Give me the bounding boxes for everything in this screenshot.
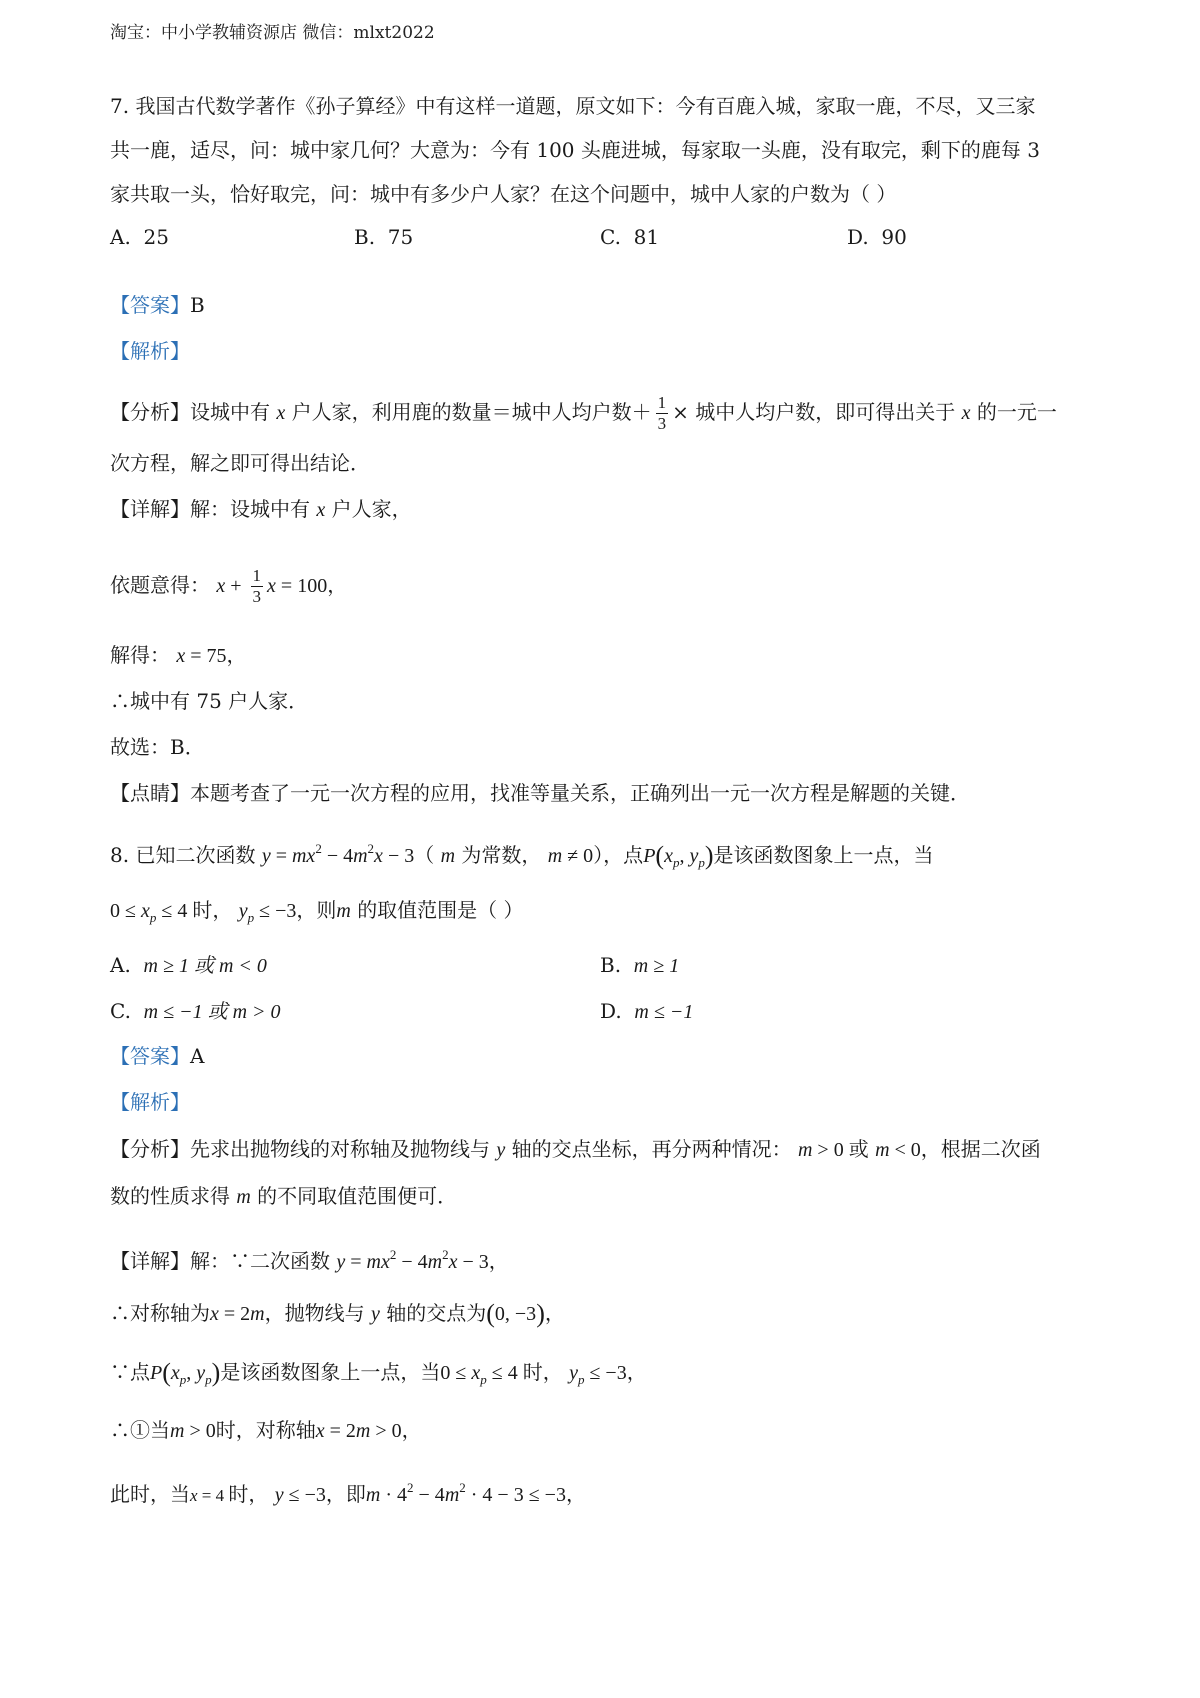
q7-xiangjie: 【详解】解：设城中有 x 户人家， (110, 497, 412, 521)
q7-line-2: 共一鹿，适尽，问：城中家几何？大意为：今有 100 头鹿进城，每家取一头鹿，没有取完，剩下的鹿每 3 (110, 138, 1040, 162)
q8-line-1: 8. 已知二次函数 $y = mx^2 - 4m^2x - 3$（ m 为常数， m ≠ 0），点$P(x_p$, $y_p$)是该函数图象上一点，当 (110, 841, 934, 870)
q8-option-b: B. m ≥ 1 (600, 953, 680, 977)
q7-equation: 依题意得： x + $\frac{1}{3}$ x = 100， (110, 566, 348, 606)
q7-line-1: 7. 我国古代数学著作《孙子算经》中有这样一道题，原文如下：今有百鹿入城，家取一鹿，不尽，又三家 (110, 94, 1036, 118)
q8-xiangjie: 【详解】解：∵二次函数 $y = mx^2 - 4m^2x - 3$， (110, 1247, 509, 1273)
q8-answer: 【答案】A (110, 1044, 205, 1068)
q7-fenxi-line-2: 次方程，解之即可得出结论． (110, 451, 370, 475)
q7-therefore: ∴城中有 75 户人家． (110, 689, 309, 713)
q8-step-3: ∴①当m > 0时，对称轴x = 2m > 0， (110, 1418, 422, 1442)
q8-fenxi-line-2: 数的性质求得 m 的不同取值范围便可． (110, 1184, 458, 1208)
watermark-header: 淘宝：中小学教辅资源店 微信：mlxt2022 (110, 23, 435, 43)
q7-line-3: 家共取一头，恰好取完，问：城中有多少户人家？在这个问题中，城中人家的户数为（ ） (110, 182, 897, 206)
q8-step-4: 此时，当x = 4 时， y ≤ −3，即$m \cdot 4^2 - 4m^2 \cdot 4 - 3 \le -3$， (110, 1480, 586, 1506)
q8-option-a: A. m ≥ 1 或 m < 0 (110, 953, 267, 977)
q7-option-a: A. 25 (110, 225, 169, 249)
q7-choose: 故选：B． (110, 735, 205, 759)
q7-solution: 解得： x = 75， (110, 643, 247, 667)
q8-line-2: $0 \le x_p \le 4$ 时， $y_p \le -3$，则m 的取值范围是（ ） (110, 898, 524, 925)
q8-option-d: D. m ≤ −1 (600, 999, 694, 1023)
q8-step-1: ∴对称轴为x = 2m，抛物线与 y 轴的交点为(0, −3)， (110, 1299, 565, 1328)
q8-fenxi: 【分析】先求出抛物线的对称轴及抛物线与 y 轴的交点坐标，再分两种情况： m > 0 或 m < 0，根据二次函 (110, 1137, 1041, 1161)
q7-dianjing: 【点睛】本题考查了一元一次方程的应用，找准等量关系，正确列出一元一次方程是解题的关键． (110, 781, 970, 805)
q7-answer: 【答案】B (110, 293, 205, 317)
q7-option-d: D. 90 (847, 225, 907, 249)
q7-option-c: C. 81 (600, 225, 660, 249)
q8-option-c: C. m ≤ −1 或 m > 0 (110, 999, 281, 1023)
q8-step-2: ∵点$P(x_p$, $y_p$)是该函数图象上一点，当$0 \le x_p \le 4$ 时， $y_p \le -3$， (110, 1358, 647, 1387)
q8-analysis-heading: 【解析】 (110, 1090, 190, 1114)
q7-analysis-heading: 【解析】 (110, 339, 190, 363)
q7-fenxi: 【分析】设城中有 x 户人家，利用鹿的数量＝城中人均户数＋ $\frac{1}{3}$ × 城中人均户数，即可得出关于 x 的一元一 (110, 393, 1057, 433)
q7-option-b: B. 75 (354, 225, 414, 249)
